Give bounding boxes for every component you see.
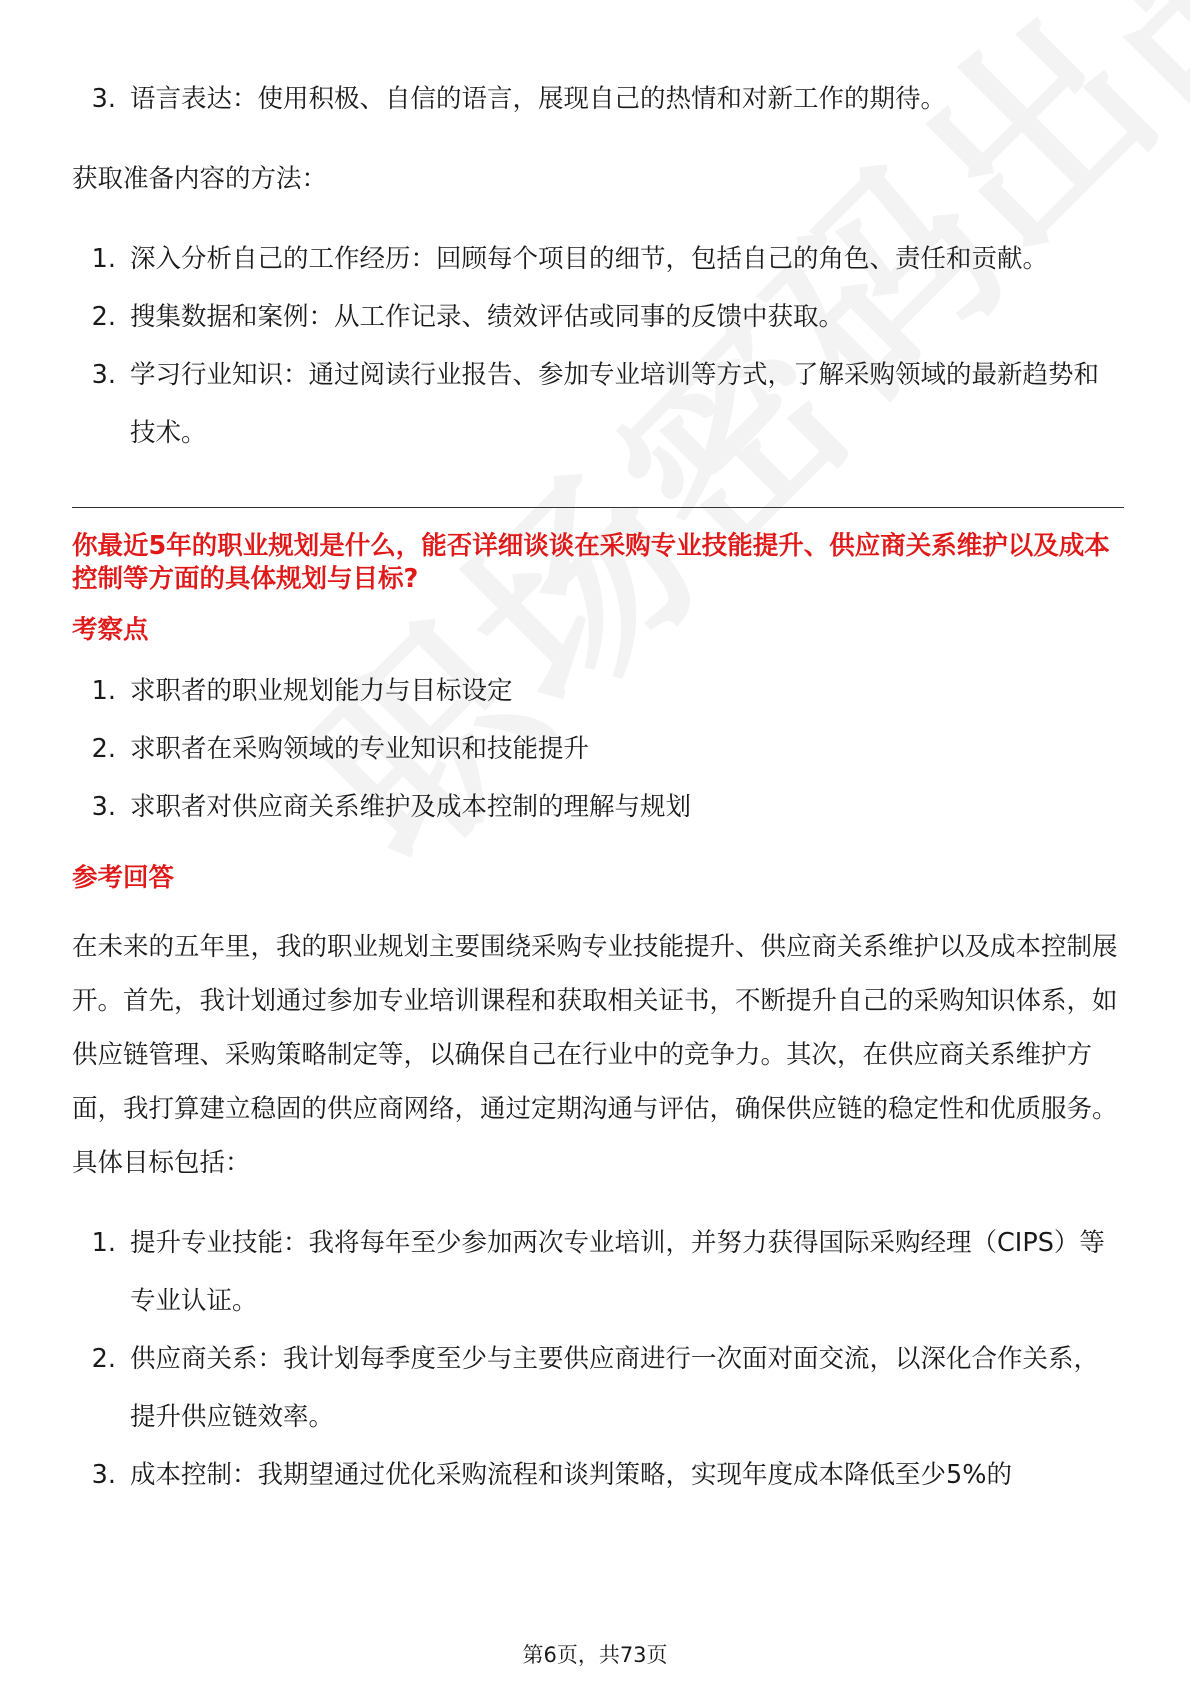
list-item — [72, 288, 1124, 346]
question-title: 你最近5年的职业规划是什么，能否详细谈谈在采购专业技能提升、供应商关系维护以及成本控制等方面的具体规划与目标? — [72, 531, 1110, 594]
page-content — [72, 70, 1124, 1504]
list-item — [72, 1330, 1124, 1446]
list-item — [72, 346, 1124, 462]
list-item — [72, 778, 1124, 836]
list-item — [72, 1446, 1124, 1504]
goals-list — [72, 1214, 1124, 1504]
list-item — [72, 1214, 1124, 1330]
list-item — [72, 720, 1124, 778]
list-number: 3. — [91, 84, 116, 114]
list-number: 3. — [91, 792, 116, 822]
list-text: 学习行业知识：通过阅读行业报告、参加专业培训等方式，了解采购领域的最新趋势和技术。 — [130, 360, 1100, 448]
list-text: 供应商关系：我计划每季度至少与主要供应商进行一次面对面交流，以深化合作关系，提升供应链效率。 — [130, 1344, 1100, 1432]
section-divider — [72, 507, 1124, 508]
list-number: 2. — [91, 302, 116, 332]
list-item — [72, 662, 1124, 720]
focus-heading: 考察点 — [72, 615, 149, 645]
list-text: 提升专业技能：我将每年至少参加两次专业培训，并努力获得国际采购经理（CIPS）等专业认证。 — [130, 1228, 1105, 1316]
top-list — [72, 70, 1124, 128]
methods-list — [72, 230, 1124, 462]
list-number: 2. — [91, 734, 116, 764]
list-number: 1. — [91, 244, 116, 274]
list-number: 3. — [91, 1460, 116, 1490]
list-text: 搜集数据和案例：从工作记录、绩效评估或同事的反馈中获取。 — [130, 302, 845, 332]
methods-heading: 获取准备内容的方法： — [72, 164, 328, 194]
list-item — [72, 230, 1124, 288]
list-item — [72, 70, 1124, 128]
page-footer: 第6页，共73页 — [522, 1643, 668, 1667]
list-number: 3. — [91, 360, 116, 390]
focus-list — [72, 662, 1124, 836]
list-text: 语言表达：使用积极、自信的语言，展现自己的热情和对新工作的期待。 — [130, 84, 947, 114]
answer-paragraph: 在未来的五年里，我的职业规划主要围绕采购专业技能提升、供应商关系维护以及成本控制展开。首先，我计划通过参加专业培训课程和获取相关证书，不断提升自己的采购知识体系，如供应链管理、采购策略制定等，以确保自己在行业中的竞争力。其次，在供应商关系维护方面，我打算建立稳固的供应商网络，通过定期沟通与评估，确保供应链的稳定性和优质服务。具体目标包括： — [72, 932, 1118, 1178]
list-text: 成本控制：我期望通过优化采购流程和谈判策略，实现年度成本降低至少5%的 — [130, 1460, 1012, 1490]
list-text: 求职者的职业规划能力与目标设定 — [130, 676, 513, 706]
list-text: 深入分析自己的工作经历：回顾每个项目的细节，包括自己的角色、责任和贡献。 — [130, 244, 1049, 274]
answer-heading: 参考回答 — [72, 863, 175, 893]
list-number: 1. — [91, 676, 116, 706]
list-text: 求职者在采购领域的专业知识和技能提升 — [130, 734, 590, 764]
list-number: 2. — [91, 1344, 116, 1374]
list-number: 1. — [91, 1228, 116, 1258]
list-text: 求职者对供应商关系维护及成本控制的理解与规划 — [130, 792, 692, 822]
